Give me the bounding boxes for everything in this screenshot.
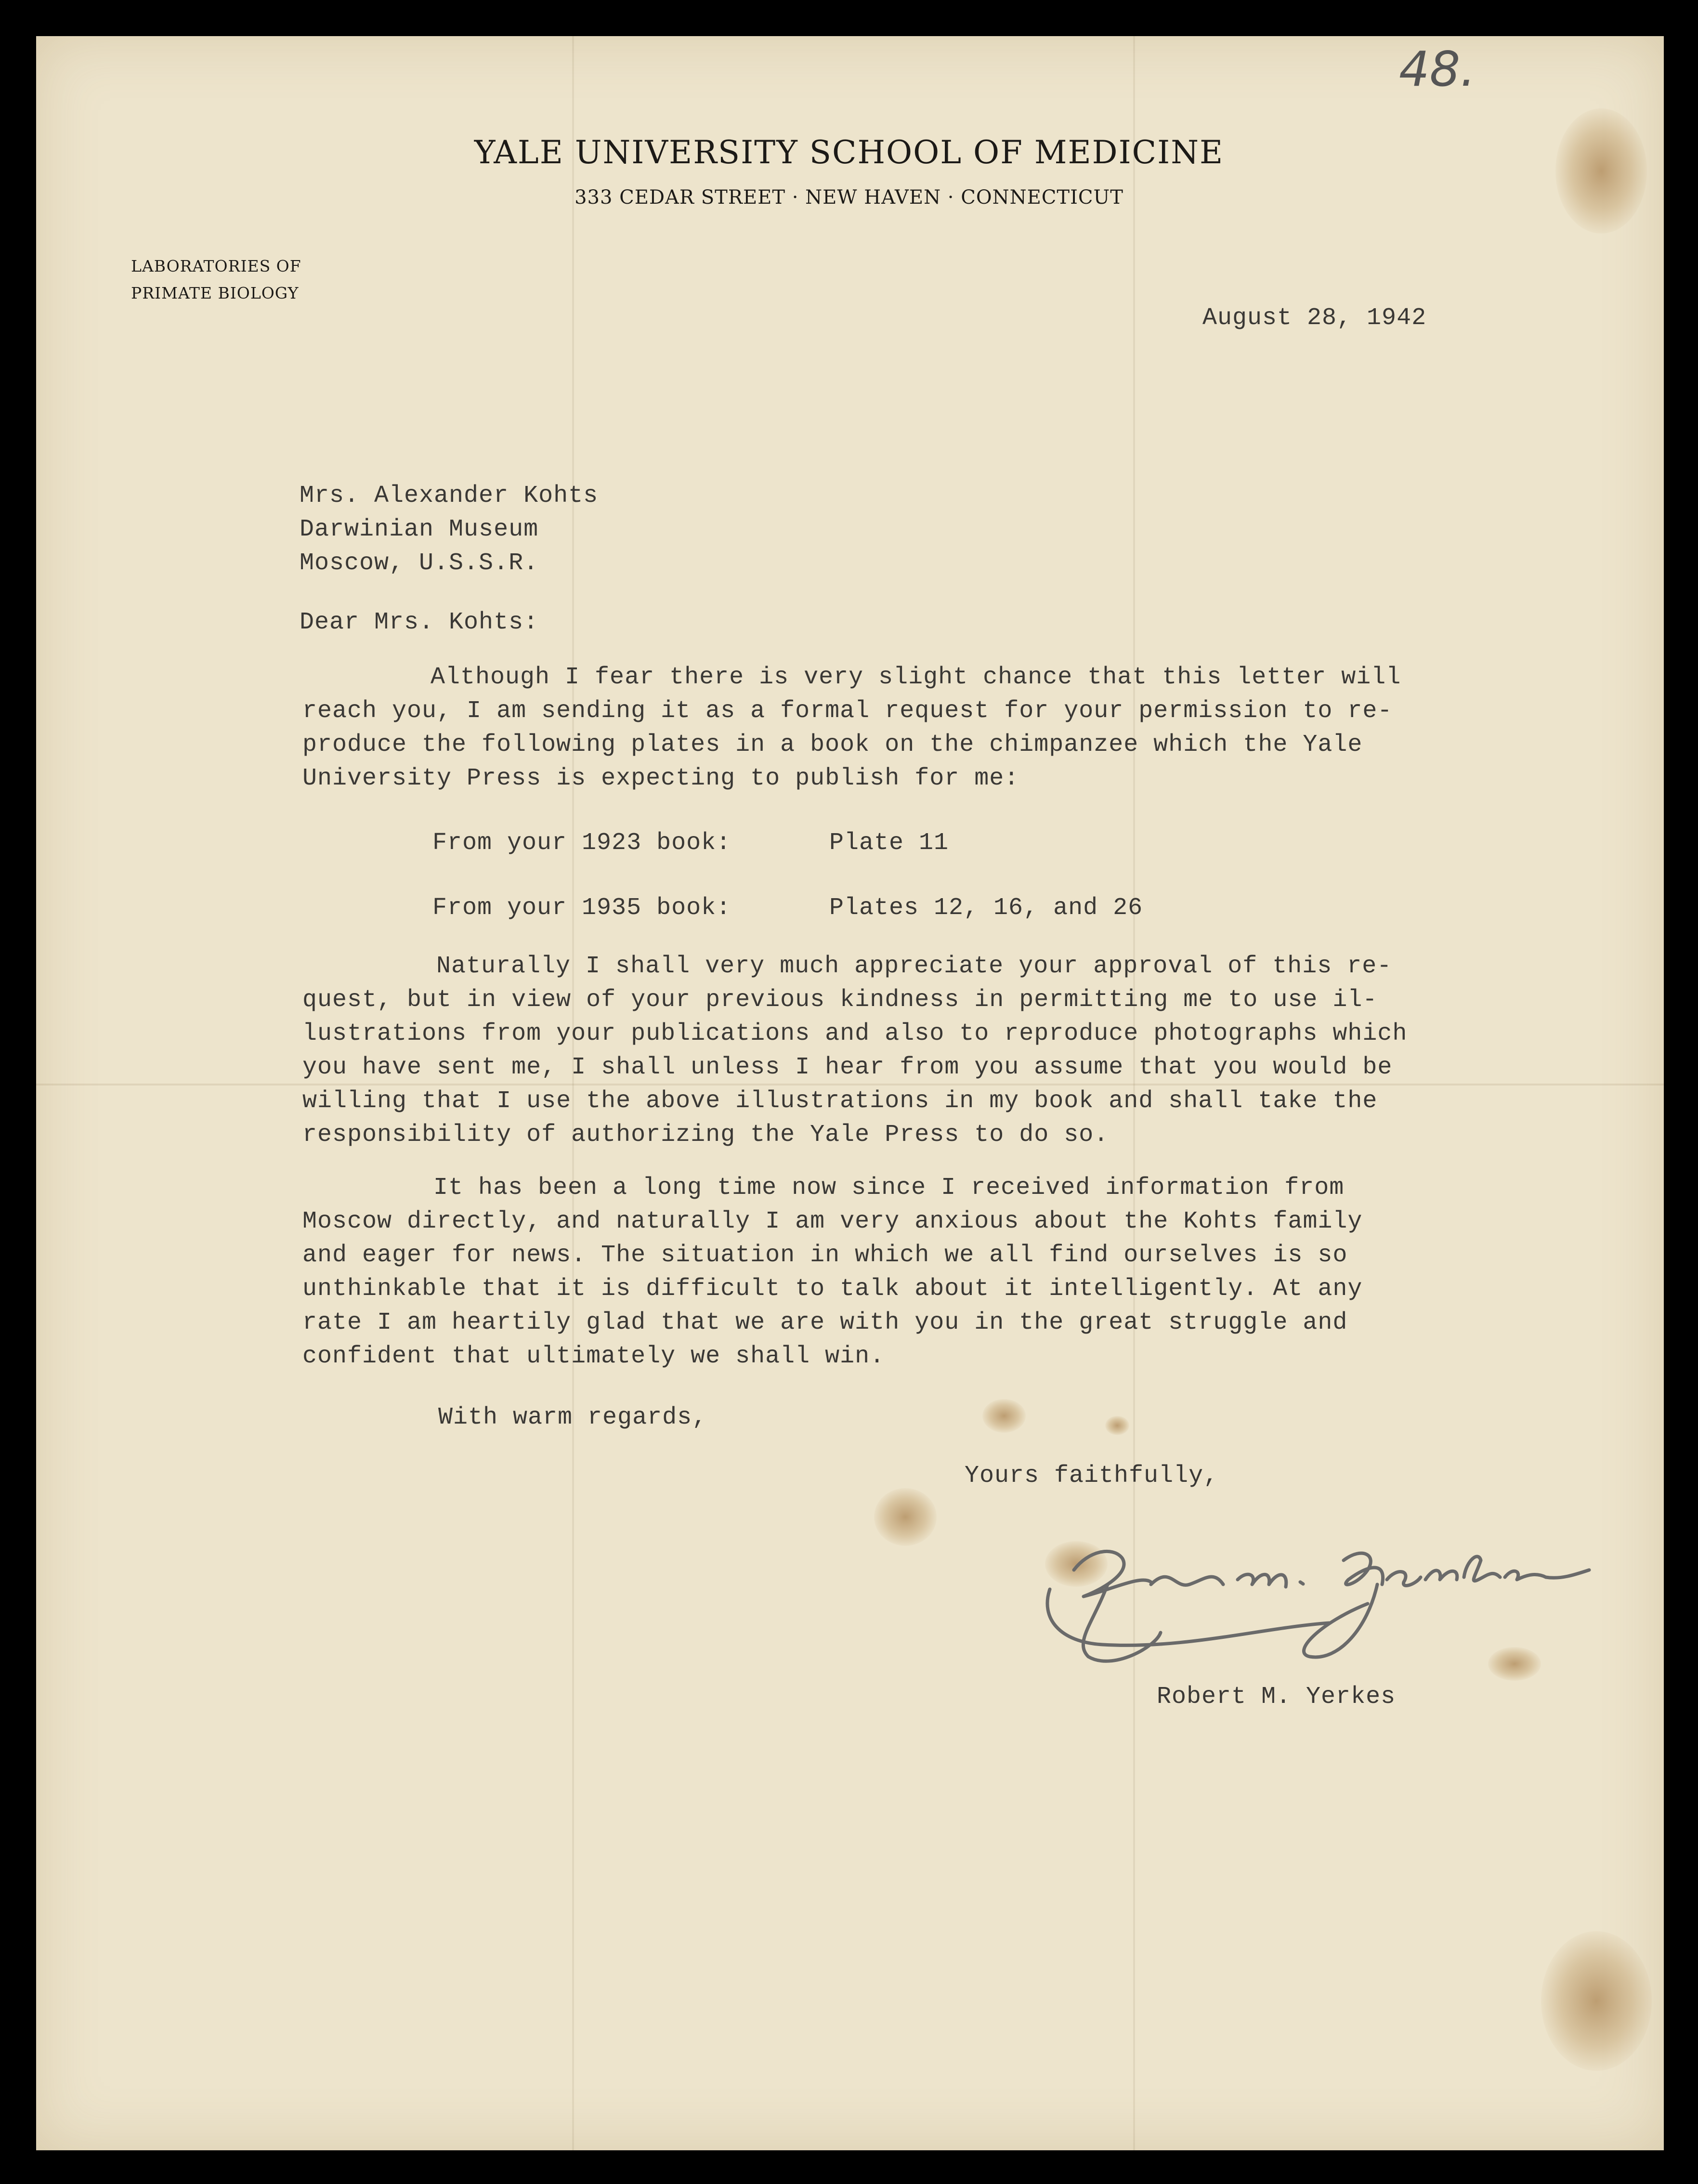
- body-line: Moscow directly, and naturally I am very anxious about the Kohts family: [302, 1208, 1363, 1235]
- body-line: reach you, I am sending it as a formal request for your permission to re-: [302, 697, 1393, 725]
- paper-stain: [874, 1488, 937, 1546]
- department-line: LABORATORIES OF: [131, 257, 301, 275]
- body-line: rate I am heartily glad that we are with you in the great struggle and: [302, 1309, 1348, 1336]
- body-line: It has been a long time now since I received information from: [433, 1174, 1345, 1202]
- body-line: and eager for news. The situation in which we all find ourselves is so: [302, 1242, 1348, 1269]
- paper-stain: [1105, 1416, 1129, 1435]
- recipient-address: [300, 479, 598, 580]
- plate-source-1935: From your 1935 book:: [432, 894, 731, 922]
- recipient-name: Mrs. Alexander Kohts: [300, 482, 599, 510]
- body-line: unthinkable that it is difficult to talk about it intelligently. At any: [302, 1275, 1363, 1303]
- salutation: Dear Mrs. Kohts:: [300, 609, 539, 636]
- signer-name: Robert M. Yerkes: [1157, 1683, 1396, 1711]
- handwritten-signature: [1031, 1517, 1608, 1693]
- complimentary-close: Yours faithfully,: [965, 1462, 1219, 1490]
- body-line: produce the following plates in a book on the chimpanzee which the Yale: [302, 731, 1363, 759]
- signature-drawing: [1031, 1517, 1608, 1690]
- letterhead-department: [131, 253, 301, 307]
- recipient-institution: Darwinian Museum: [300, 516, 539, 543]
- closing-regards: With warm regards,: [438, 1404, 707, 1431]
- body-line: responsibility of authorizing the Yale Press to do so.: [302, 1121, 1109, 1149]
- body-line: lustrations from your publications and also to reproduce photographs which: [302, 1020, 1408, 1047]
- paper-stain: [982, 1399, 1026, 1433]
- body-line: quest, but in view of your previous kindness in permitting me to use il-: [302, 986, 1378, 1014]
- plate-source-1923: From your 1923 book:: [432, 829, 731, 857]
- body-line: Although I fear there is very slight chance that this letter will: [431, 664, 1401, 691]
- body-paragraph-3: [302, 1171, 1362, 1373]
- body-line: University Press is expecting to publish for me:: [302, 765, 1019, 792]
- letterhead-address: 333 CEDAR STREET · NEW HAVEN · CONNECTICUT: [575, 186, 1123, 209]
- body-line: Naturally I shall very much appreciate your approval of this re-: [436, 953, 1392, 980]
- paper-stain: [1555, 108, 1647, 234]
- body-paragraph-1: [302, 661, 1401, 796]
- letter-date: August 28, 1942: [1202, 304, 1427, 332]
- body-line: confident that ultimately we shall win.: [302, 1343, 885, 1370]
- archive-number: 48.: [1399, 41, 1476, 97]
- body-line: you have sent me, I shall unless I hear from you assume that you would be: [302, 1054, 1393, 1081]
- body-paragraph-2: [302, 950, 1407, 1152]
- department-line: PRIMATE BIOLOGY: [131, 284, 299, 302]
- recipient-city: Moscow, U.S.S.R.: [300, 549, 539, 577]
- letterhead-institution: YALE UNIVERSITY SCHOOL OF MEDICINE: [474, 134, 1224, 171]
- body-line: willing that I use the above illustrations in my book and shall take the: [302, 1087, 1378, 1115]
- plate-list-1923: Plate 11: [829, 829, 949, 857]
- plate-list-1935: Plates 12, 16, and 26: [829, 894, 1143, 922]
- paper-stain: [1541, 1931, 1652, 2071]
